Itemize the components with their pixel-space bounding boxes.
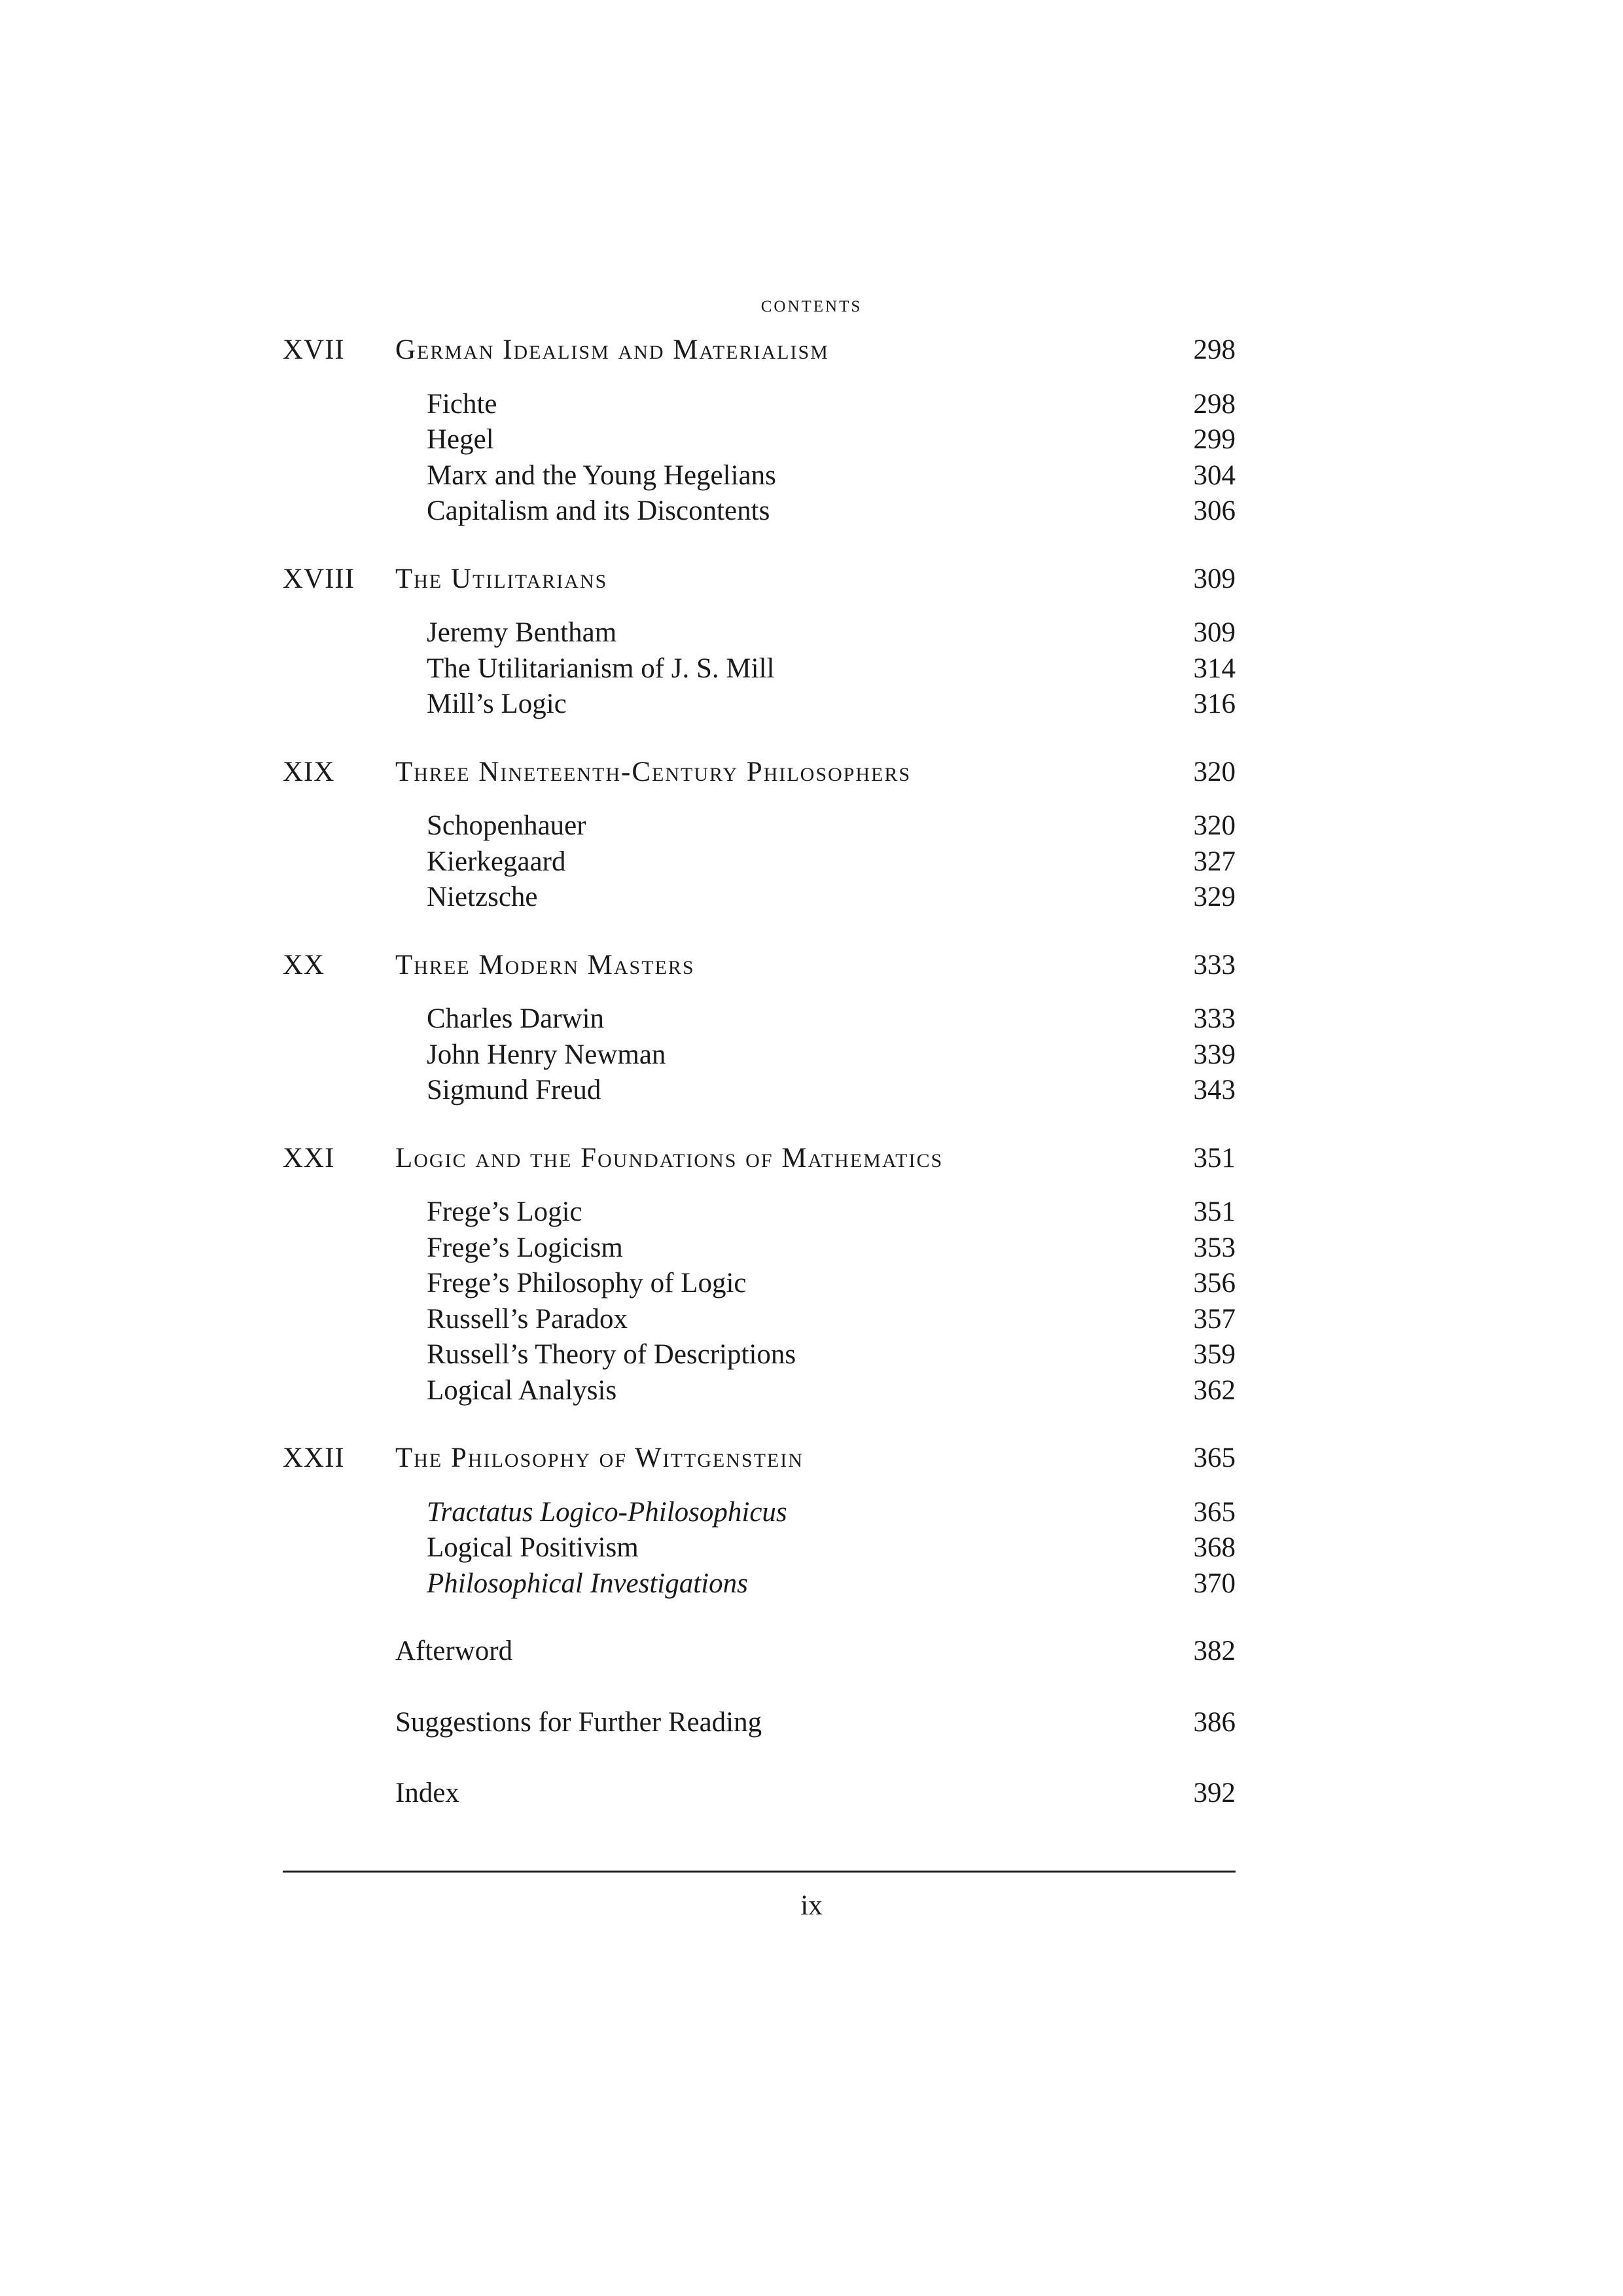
section-page: 304 bbox=[1193, 459, 1236, 491]
section-entry[interactable] bbox=[283, 615, 1236, 651]
section-title: Tractatus Logico-Philosophicus bbox=[427, 1496, 787, 1528]
section-title: Schopenhauer bbox=[427, 810, 586, 841]
chapter-page: 298 bbox=[1193, 334, 1236, 365]
chapter-heading[interactable] bbox=[283, 948, 1236, 984]
section-title: Frege’s Logicism bbox=[427, 1232, 623, 1263]
backmatter-page: 392 bbox=[1193, 1778, 1236, 1808]
section-page: 353 bbox=[1193, 1232, 1236, 1263]
chapter-xviii bbox=[283, 562, 1236, 723]
section-entry[interactable] bbox=[283, 808, 1236, 844]
chapter-page: 309 bbox=[1193, 563, 1236, 594]
section-page: 316 bbox=[1193, 689, 1236, 719]
chapter-heading[interactable] bbox=[283, 332, 1236, 368]
section-entry[interactable] bbox=[283, 387, 1236, 423]
section-page: 362 bbox=[1193, 1374, 1236, 1406]
section-list bbox=[283, 808, 1236, 916]
section-title: Nietzsche bbox=[427, 882, 538, 912]
chapter-xxi bbox=[283, 1141, 1236, 1409]
section-page: 309 bbox=[1193, 617, 1236, 648]
section-list bbox=[283, 1495, 1236, 1602]
chapter-page: 320 bbox=[1193, 756, 1236, 787]
section-entry[interactable] bbox=[283, 1266, 1236, 1302]
section-entry[interactable] bbox=[283, 1302, 1236, 1338]
chapter-number: XXII bbox=[283, 1443, 345, 1473]
section-title: Logical Analysis bbox=[427, 1374, 617, 1406]
backmatter-afterword[interactable] bbox=[283, 1634, 1236, 1670]
chapter-page: 365 bbox=[1193, 1443, 1236, 1473]
chapter-heading[interactable] bbox=[283, 1441, 1236, 1477]
section-entry[interactable] bbox=[283, 1566, 1236, 1602]
section-entry[interactable] bbox=[283, 458, 1236, 494]
section-title: Philosophical Investigations bbox=[427, 1568, 748, 1599]
section-title: Russell’s Paradox bbox=[427, 1303, 628, 1335]
section-page: 314 bbox=[1193, 653, 1236, 684]
section-page: 327 bbox=[1193, 846, 1236, 877]
chapter-number: XX bbox=[283, 949, 325, 980]
section-entry[interactable] bbox=[283, 844, 1236, 880]
chapter-number: XVII bbox=[283, 334, 345, 365]
section-page: 339 bbox=[1193, 1039, 1236, 1070]
running-header: contents bbox=[760, 291, 863, 317]
chapter-title: Three Nineteenth-Century Philosophers bbox=[395, 756, 912, 787]
section-entry[interactable] bbox=[283, 880, 1236, 916]
section-page: 370 bbox=[1193, 1568, 1236, 1599]
section-page: 351 bbox=[1193, 1196, 1236, 1227]
chapter-title: Logic and the Foundations of Mathematics bbox=[395, 1142, 944, 1174]
section-title: Frege’s Logic bbox=[427, 1196, 582, 1227]
section-page: 356 bbox=[1193, 1268, 1236, 1299]
section-title: Mill’s Logic bbox=[427, 689, 567, 719]
section-title: Frege’s Philosophy of Logic bbox=[427, 1268, 747, 1299]
chapter-title: Three Modern Masters bbox=[395, 949, 695, 980]
chapter-page: 351 bbox=[1193, 1142, 1236, 1174]
section-title: Charles Darwin bbox=[427, 1003, 605, 1034]
section-page: 299 bbox=[1193, 424, 1236, 455]
section-entry[interactable] bbox=[283, 422, 1236, 458]
section-entry[interactable] bbox=[283, 1337, 1236, 1373]
chapter-title: The Utilitarians bbox=[395, 563, 608, 594]
section-title: John Henry Newman bbox=[427, 1039, 666, 1070]
footer-rule bbox=[283, 1871, 1236, 1873]
chapter-heading[interactable] bbox=[283, 1141, 1236, 1177]
backmatter-page: 382 bbox=[1193, 1636, 1236, 1666]
section-entry[interactable] bbox=[283, 1530, 1236, 1566]
backmatter-index[interactable] bbox=[283, 1776, 1236, 1812]
back-matter bbox=[283, 1634, 1236, 1812]
backmatter-page: 386 bbox=[1193, 1706, 1236, 1738]
chapter-xx bbox=[283, 948, 1236, 1109]
chapter-number: XVIII bbox=[283, 563, 355, 594]
chapter-title: The Philosophy of Wittgenstein bbox=[395, 1443, 804, 1473]
section-page: 359 bbox=[1193, 1339, 1236, 1370]
section-list bbox=[283, 615, 1236, 723]
section-title: Jeremy Bentham bbox=[427, 617, 617, 648]
chapter-xvii bbox=[283, 332, 1236, 529]
chapter-heading[interactable] bbox=[283, 755, 1236, 791]
section-title: Hegel bbox=[427, 424, 494, 455]
section-entry[interactable] bbox=[283, 1495, 1236, 1531]
backmatter-title: Afterword bbox=[395, 1636, 513, 1666]
section-page: 306 bbox=[1193, 495, 1236, 526]
section-title: Fichte bbox=[427, 388, 497, 420]
section-entry[interactable] bbox=[283, 1001, 1236, 1037]
page-number: ix bbox=[800, 1890, 823, 1921]
table-of-contents bbox=[283, 332, 1236, 1847]
section-title: Kierkegaard bbox=[427, 846, 566, 877]
section-entry[interactable] bbox=[283, 651, 1236, 687]
chapter-number: XIX bbox=[283, 756, 335, 787]
section-title: Sigmund Freud bbox=[427, 1075, 601, 1105]
section-title: Logical Positivism bbox=[427, 1532, 639, 1563]
section-entry[interactable] bbox=[283, 1037, 1236, 1073]
section-entry[interactable] bbox=[283, 687, 1236, 723]
section-entry[interactable] bbox=[283, 493, 1236, 529]
section-page: 368 bbox=[1193, 1532, 1236, 1563]
section-list bbox=[283, 1001, 1236, 1109]
chapter-number: XXI bbox=[283, 1142, 335, 1174]
chapter-title: German Idealism and Materialism bbox=[395, 334, 829, 365]
section-page: 298 bbox=[1193, 388, 1236, 420]
chapter-xix bbox=[283, 755, 1236, 916]
section-entry[interactable] bbox=[283, 1373, 1236, 1409]
backmatter-title: Index bbox=[395, 1778, 459, 1808]
section-title: Capitalism and its Discontents bbox=[427, 495, 770, 526]
section-page: 365 bbox=[1193, 1496, 1236, 1528]
section-list bbox=[283, 1194, 1236, 1408]
section-page: 333 bbox=[1193, 1003, 1236, 1034]
chapter-xxii bbox=[283, 1441, 1236, 1602]
chapter-page: 333 bbox=[1193, 949, 1236, 980]
section-page: 343 bbox=[1193, 1075, 1236, 1105]
section-entry[interactable] bbox=[283, 1073, 1236, 1109]
section-title: The Utilitarianism of J. S. Mill bbox=[427, 653, 775, 684]
section-page: 320 bbox=[1193, 810, 1236, 841]
section-entry[interactable] bbox=[283, 1194, 1236, 1230]
backmatter-further-reading[interactable] bbox=[283, 1705, 1236, 1741]
section-title: Russell’s Theory of Descriptions bbox=[427, 1339, 796, 1370]
section-page: 329 bbox=[1193, 882, 1236, 912]
section-page: 357 bbox=[1193, 1303, 1236, 1335]
section-title: Marx and the Young Hegelians bbox=[427, 459, 776, 491]
chapter-heading[interactable] bbox=[283, 562, 1236, 598]
backmatter-title: Suggestions for Further Reading bbox=[395, 1706, 762, 1738]
section-entry[interactable] bbox=[283, 1230, 1236, 1266]
section-list bbox=[283, 387, 1236, 529]
